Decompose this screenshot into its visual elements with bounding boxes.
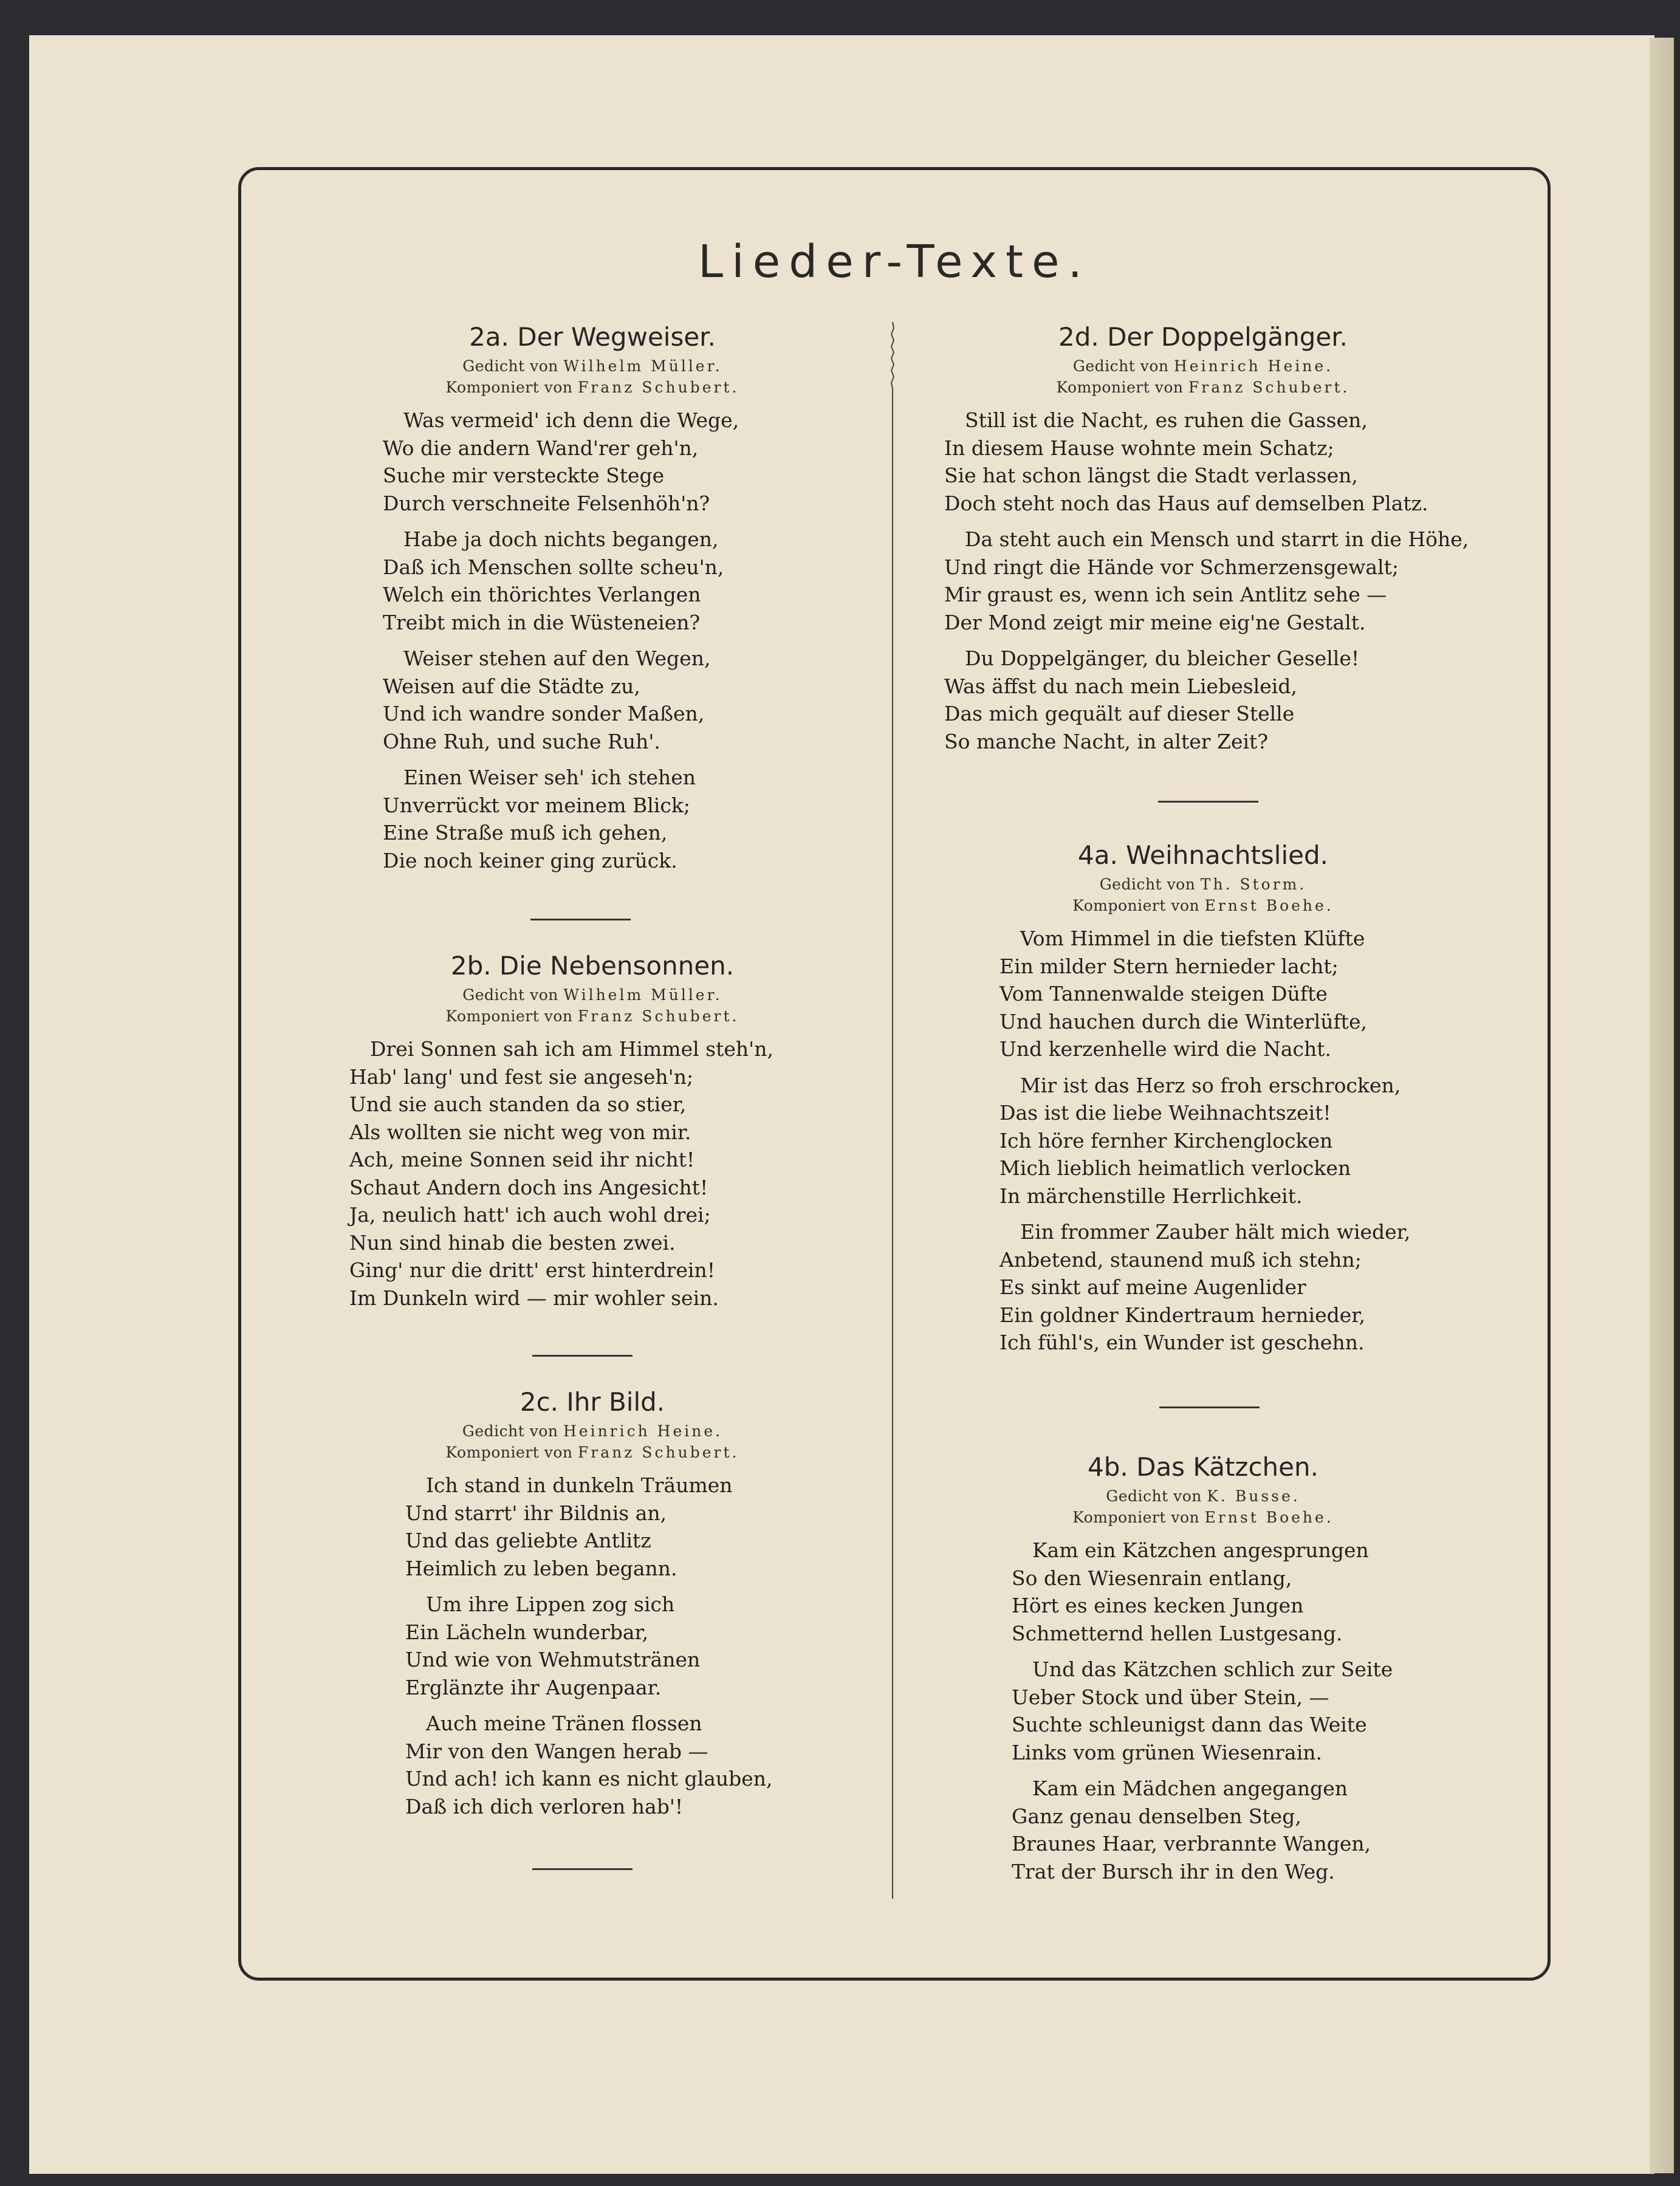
song-heading: 2b. Die Nebensonnen. bbox=[450, 951, 735, 981]
stanza bbox=[405, 1710, 857, 1820]
verse-line: Ach, meine Sonnen seid ihr nicht! bbox=[349, 1148, 695, 1171]
stanza bbox=[999, 925, 1489, 1063]
verse-line: Ich stand in dunkeln Träumen bbox=[426, 1473, 733, 1497]
verse-line: Schaut Andern doch ins Angesicht! bbox=[349, 1175, 708, 1199]
verse-line: Ein frommer Zauber hält mich wieder, bbox=[1020, 1220, 1411, 1244]
verse-line: Und das Kätzchen schlich zur Seite bbox=[1032, 1657, 1393, 1681]
verse-line: Still ist die Nacht, es ruhen die Gassen, bbox=[965, 408, 1368, 432]
verse-line: Mich lieblich heimatlich verlocken bbox=[999, 1156, 1351, 1180]
stanza bbox=[944, 526, 1489, 636]
verse-line: Braunes Haar, verbrannte Wangen, bbox=[1012, 1832, 1371, 1855]
poet-credit: Gedicht von K. Busse. bbox=[1106, 1487, 1300, 1505]
stanza bbox=[1012, 1537, 1489, 1647]
verse-line: Der Mond zeigt mir meine eig'ne Gestalt. bbox=[944, 610, 1366, 634]
stanza bbox=[383, 406, 857, 517]
composer-credit: Komponiert von Franz Schubert. bbox=[445, 379, 739, 396]
verse-line: Ein goldner Kindertraum hernieder, bbox=[999, 1303, 1365, 1327]
stanza bbox=[944, 645, 1489, 755]
stanza bbox=[1012, 1656, 1489, 1766]
verse-line: Treibt mich in die Wüsteneien? bbox=[383, 610, 701, 634]
song-heading: 2d. Der Doppelgänger. bbox=[1058, 322, 1348, 352]
verse-line: Erglänzte ihr Augenpaar. bbox=[405, 1675, 662, 1699]
verse-line: Mir graust es, wenn ich sein Antlitz sehe — bbox=[944, 583, 1387, 606]
verse-line: Ueber Stock und über Stein, — bbox=[1012, 1685, 1329, 1709]
verse-line: So den Wiesenrain entlang, bbox=[1012, 1566, 1292, 1590]
poet-credit: Gedicht von Heinrich Heine. bbox=[462, 1422, 723, 1440]
verse-line: Das mich gequält auf dieser Stelle bbox=[944, 702, 1295, 725]
verse-line: Ohne Ruh, und suche Ruh'. bbox=[383, 729, 660, 753]
composer-credit: Komponiert von Ernst Boehe. bbox=[1072, 1509, 1334, 1526]
stanza bbox=[944, 406, 1489, 517]
verse-line: Und starrt' ihr Bildnis an, bbox=[405, 1501, 667, 1525]
verse-line: Welch ein thörichtes Verlangen bbox=[383, 583, 701, 606]
song-2b bbox=[328, 948, 857, 1312]
stanza bbox=[383, 526, 857, 636]
verse-line: Hört es eines kecken Jungen bbox=[1012, 1594, 1304, 1617]
verse-line: Ich höre fernher Kirchenglocken bbox=[999, 1128, 1333, 1153]
column-divider bbox=[890, 322, 895, 1899]
verse-line: Es sinkt auf meine Augenlider bbox=[999, 1275, 1306, 1299]
stanza bbox=[999, 1072, 1489, 1210]
verse-line: Um ihre Lippen zog sich bbox=[426, 1592, 675, 1616]
song-heading: 2c. Ihr Bild. bbox=[519, 1387, 665, 1417]
stanza bbox=[349, 1035, 857, 1312]
verse-line: Als wollten sie nicht weg von mir. bbox=[349, 1120, 691, 1144]
verse-line: Daß ich Menschen sollte scheu'n, bbox=[383, 555, 724, 579]
verse-line: So manche Nacht, in alter Zeit? bbox=[944, 729, 1269, 753]
verse-line: Ein milder Stern hernieder lacht; bbox=[999, 954, 1339, 978]
verse-line: Du Doppelgänger, du bleicher Geselle! bbox=[965, 646, 1360, 670]
verse-line: Vom Himmel in die tiefsten Klüfte bbox=[1020, 927, 1365, 950]
song-heading: 4a. Weihnachtslied. bbox=[1078, 840, 1328, 870]
stanza bbox=[999, 1218, 1489, 1357]
song-heading: 2a. Der Wegweiser. bbox=[469, 322, 716, 352]
verse-line: Wo die andern Wand'rer geh'n, bbox=[383, 436, 699, 460]
composer-credit: Komponiert von Franz Schubert. bbox=[445, 1444, 739, 1461]
verse-line: Nun sind hinab die besten zwei. bbox=[349, 1230, 676, 1255]
song-2c bbox=[328, 1384, 857, 1820]
verse-line: Ging' nur die dritt' erst hinterdrein! bbox=[349, 1258, 715, 1282]
verse-line: Und ringt die Hände vor Schmerzensgewalt; bbox=[944, 555, 1399, 579]
verse-line: Ich fühl's, ein Wunder ist geschehn. bbox=[999, 1331, 1365, 1354]
verse-line: Drei Sonnen sah ich am Himmel steh'n, bbox=[370, 1037, 773, 1061]
song-2a bbox=[328, 319, 857, 874]
verse-line: Mir ist das Herz so froh erschrocken, bbox=[1020, 1073, 1401, 1097]
verse-line: Kam ein Kätzchen angesprungen bbox=[1032, 1538, 1369, 1562]
verse-line: Was vermeid' ich denn die Wege, bbox=[403, 408, 739, 432]
verse-line: Doch steht noch das Haus auf demselben Platz. bbox=[944, 491, 1428, 515]
composer-credit: Komponiert von Franz Schubert. bbox=[445, 1007, 739, 1025]
verse-line: Ganz genau denselben Steg, bbox=[1012, 1804, 1301, 1828]
song-4a bbox=[917, 837, 1489, 1357]
verse-line: Vom Tannenwalde steigen Düfte bbox=[999, 982, 1328, 1006]
song-heading: 4b. Das Kätzchen. bbox=[1088, 1452, 1318, 1482]
verse-line: Durch verschneite Felsenhöh'n? bbox=[383, 491, 710, 515]
verse-line: Weisen auf die Städte zu, bbox=[383, 674, 640, 698]
verse-line: Und ich wandre sonder Maßen, bbox=[383, 702, 705, 725]
verse-line: Suche mir versteckte Stege bbox=[383, 464, 665, 487]
page-edge bbox=[1650, 38, 1674, 2173]
verse-line: Mir von den Wangen herab — bbox=[405, 1739, 708, 1763]
poet-credit: Gedicht von Wilhelm Müller. bbox=[462, 986, 722, 1004]
composer-credit: Komponiert von Franz Schubert. bbox=[1056, 379, 1350, 396]
verse-line: Kam ein Mädchen angegangen bbox=[1032, 1777, 1348, 1800]
stanza bbox=[1012, 1775, 1489, 1885]
verse-line: Suchte schleunigst dann das Weite bbox=[1012, 1713, 1367, 1736]
verse-line: Sie hat schon längst die Stadt verlassen, bbox=[944, 464, 1358, 487]
verse-line: Auch meine Tränen flossen bbox=[426, 1711, 702, 1735]
verse-line: Das ist die liebe Weihnachtszeit! bbox=[999, 1101, 1331, 1125]
song-4b bbox=[917, 1449, 1489, 1885]
verse-line: Ja, neulich hatt' ich auch wohl drei; bbox=[349, 1203, 711, 1227]
verse-line: Im Dunkeln wird — mir wohler sein. bbox=[349, 1286, 719, 1310]
verse-line: Schmetternd hellen Lustgesang. bbox=[1012, 1621, 1343, 1645]
verse-line: Anbetend, staunend muß ich stehn; bbox=[999, 1247, 1362, 1272]
verse-line: Und hauchen durch die Winterlüfte, bbox=[999, 1009, 1367, 1033]
section-rule bbox=[530, 919, 631, 920]
section-rule bbox=[532, 1355, 633, 1357]
verse-line: Links vom grünen Wiesenrain. bbox=[1012, 1740, 1323, 1764]
page-title: Lieder-Texte. bbox=[698, 236, 1091, 288]
verse-line: Einen Weiser seh' ich stehen bbox=[403, 766, 696, 789]
verse-line: Und ach! ich kann es nicht glauben, bbox=[405, 1767, 773, 1790]
verse-line: Und kerzenhelle wird die Nacht. bbox=[999, 1037, 1331, 1061]
verse-line: Da steht auch ein Mensch und starrt in die Höhe, bbox=[965, 527, 1469, 551]
verse-line: Was äffst du nach mein Liebesleid, bbox=[944, 674, 1297, 698]
verse-line: In diesem Hause wohnte mein Schatz; bbox=[944, 436, 1334, 460]
verse-line: Und das geliebte Antlitz bbox=[405, 1529, 651, 1552]
section-rule bbox=[532, 1868, 633, 1870]
poet-credit: Gedicht von Th. Storm. bbox=[1099, 875, 1307, 893]
verse-line: Und wie von Wehmutstränen bbox=[405, 1648, 701, 1671]
verse-line: Die noch keiner ging zurück. bbox=[383, 848, 677, 872]
stanza bbox=[405, 1472, 857, 1582]
verse-line: In märchenstille Herrlichkeit. bbox=[999, 1184, 1303, 1208]
verse-line: Und sie auch standen da so stier, bbox=[349, 1092, 687, 1116]
verse-line: Weiser stehen auf den Wegen, bbox=[403, 646, 711, 670]
verse-line: Heimlich zu leben begann. bbox=[405, 1556, 677, 1580]
verse-line: Daß ich dich verloren hab'! bbox=[405, 1794, 684, 1818]
stanza bbox=[405, 1591, 857, 1701]
section-rule bbox=[1158, 801, 1258, 803]
verse-line: Hab' lang' und fest sie angeseh'n; bbox=[349, 1064, 694, 1089]
stanza bbox=[383, 645, 857, 755]
section-rule bbox=[1159, 1407, 1260, 1408]
verse-line: Unverrückt vor meinem Blick; bbox=[383, 793, 690, 817]
poet-credit: Gedicht von Wilhelm Müller. bbox=[462, 357, 722, 375]
verse-line: Trat der Bursch ihr in den Weg. bbox=[1012, 1859, 1335, 1883]
verse-line: Habe ja doch nichts begangen, bbox=[403, 527, 719, 551]
verse-line: Ein Lächeln wunderbar, bbox=[405, 1620, 649, 1644]
composer-credit: Komponiert von Ernst Boehe. bbox=[1072, 897, 1334, 914]
stanza bbox=[383, 764, 857, 874]
song-2d bbox=[917, 319, 1489, 755]
poet-credit: Gedicht von Heinrich Heine. bbox=[1072, 357, 1334, 375]
verse-line: Eine Straße muß ich gehen, bbox=[383, 821, 668, 845]
